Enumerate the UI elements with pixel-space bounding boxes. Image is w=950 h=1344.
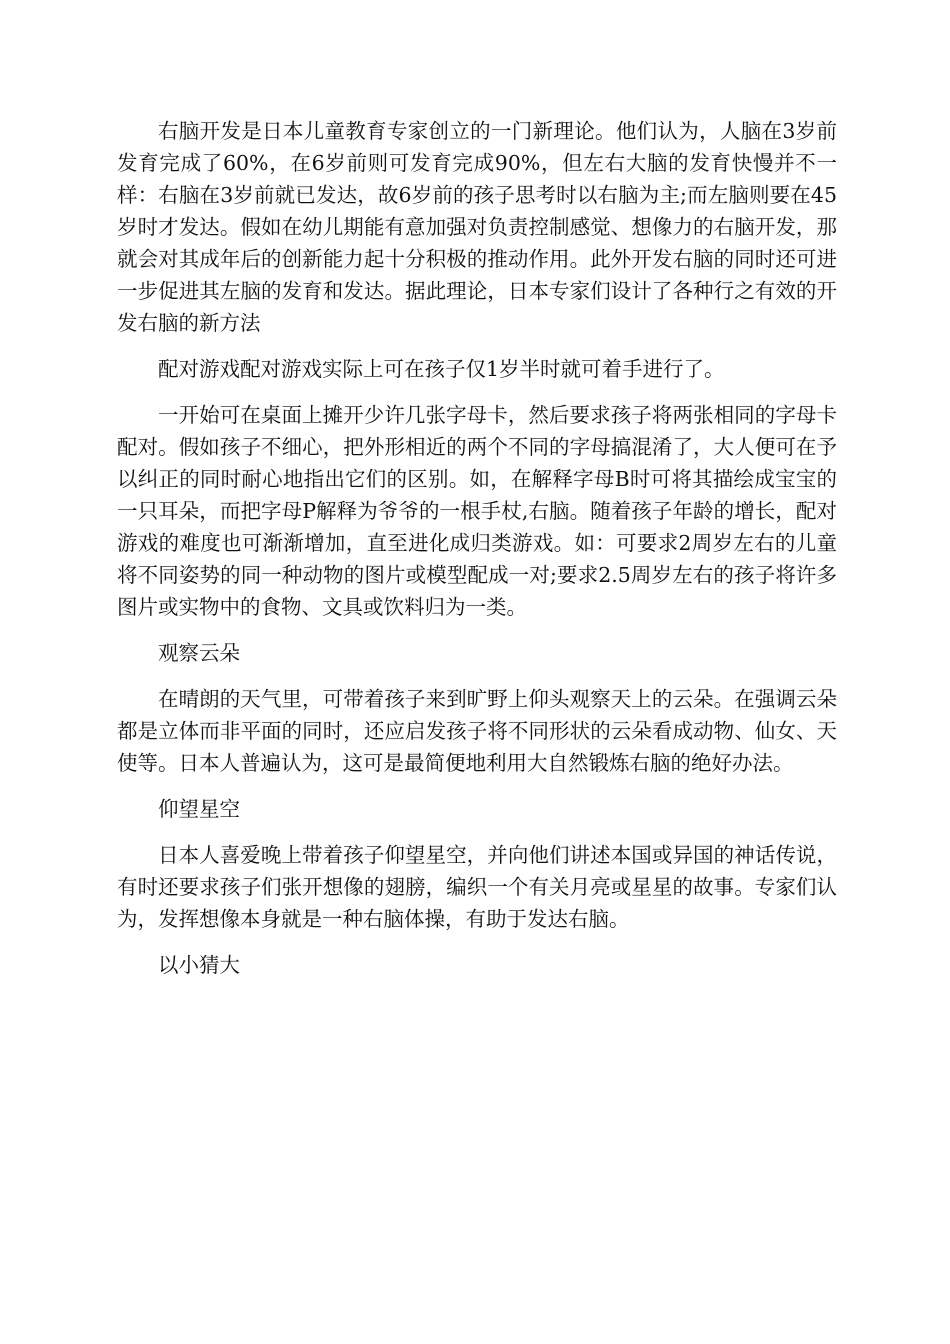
heading-stargazing: 仰望星空 — [158, 797, 240, 821]
paragraph-matching-game-intro: 配对游戏配对游戏实际上可在孩子仅1岁半时就可着手进行了。 — [158, 357, 725, 381]
paragraph-observe-clouds: 在晴朗的天气里，可带着孩子来到旷野上仰头观察天上的云朵。在强调云朵都是立体而非平面的同时，还应启发孩子将不同形状的云朵看成动物、仙女、天使等。日本人普遍认为，这可是最简便地利用大自然锻炼右脑的绝好办法。 — [117, 687, 837, 775]
heading-guess-big-from-small: 以小猜大 — [158, 953, 240, 977]
paragraph-stargazing: 日本人喜爱晚上带着孩子仰望星空，并向他们讲述本国或异国的神话传说，有时还要求孩子们张开想像的翅膀，编织一个有关月亮或星星的故事。专家们认为，发挥想像本身就是一种右脑体操，有助于发达右脑。 — [117, 843, 837, 931]
heading-observe-clouds: 观察云朵 — [158, 641, 240, 665]
paragraph-matching-game-detail: 一开始可在桌面上摊开少许几张字母卡，然后要求孩子将两张相同的字母卡配对。假如孩子不细心，把外形相近的两个不同的字母搞混淆了，大人便可在予以纠正的同时耐心地指出它们的区别。如，在解释字母B时可将其描绘成宝宝的一只耳朵，而把字母P解释为爷爷的一根手杖,右脑。随着孩子年龄的增长，配对游戏的难度也可渐渐增加，直至进化成归类游戏。如：可要求2周岁左右的儿童将不同姿势的同一种动物的图片或模型配成一对;要求2.5周岁左右的孩子将许多图片或实物中的食物、文具或饮料归为一类。 — [117, 403, 837, 619]
paragraph-right-brain-intro: 右脑开发是日本儿童教育专家创立的一门新理论。他们认为，人脑在3岁前发育完成了60%，在6岁前则可发育完成90%，但左右大脑的发育快慢并不一样：右脑在3岁前就已发达，故6岁前的孩子思考时以右脑为主;而左脑则要在45岁时才发达。假如在幼儿期能有意加强对负责控制感觉、想像力的右脑开发，那就会对其成年后的创新能力起十分积极的推动作用。此外开发右脑的同时还可进一步促进其左脑的发育和发达。据此理论，日本专家们设计了各种行之有效的开发右脑的新方法 — [117, 119, 837, 335]
document-page — [117, 115, 837, 995]
